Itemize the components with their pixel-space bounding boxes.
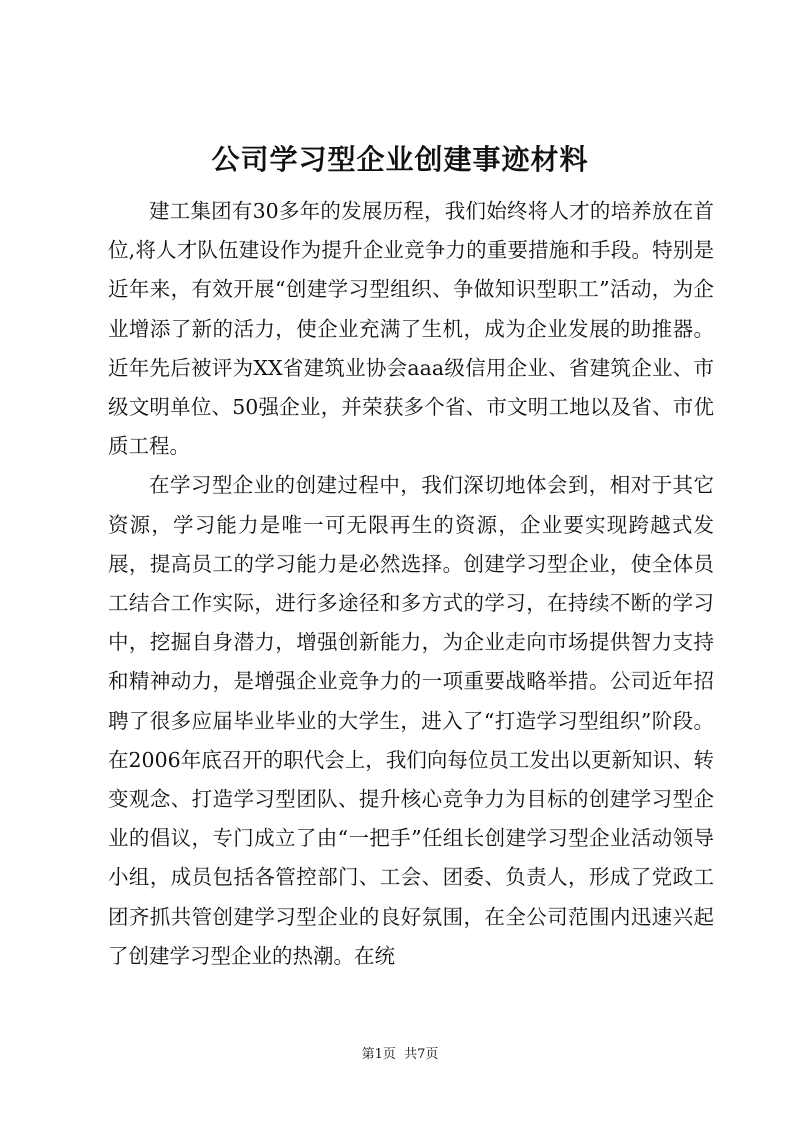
paragraph-1: 建工集团有30多年的发展历程，我们始终将人才的培养放在首位,将人才队伍建设作为提升企业竞争力的重要措施和手段。特别是近年来，有效开展“创建学习型组织、争做知识型职工”活动，为企业增添了新的活力，使企业充满了生机，成为企业发展的助推器。近年先后被评为XX省建筑业协会aaa级信用企业、省建筑企业、市级文明单位、50强企业，并荣获多个省、市文明工地以及省、市优质工程。 xyxy=(108,199,714,459)
paragraph-2: 在学习型企业的创建过程中，我们深切地体会到，相对于其它资源，学习能力是唯一可无限再生的资源，企业要实现跨越式发展，提高员工的学习能力是必然选择。创建学习型企业，使全体员工结合工作实际，进行多途径和多方式的学习，在持续不断的学习中，挖掘自身潜力，增强创新能力，为企业走向市场提供智力支持和精神动力，是增强企业竞争力的一项重要战略举措。公司近年招聘了很多应届毕业毕业的大学生，进入了“打造学习型组织”阶段。在2006年底召开的职代会上，我们向每位员工发出以更新知识、转变观念、打造学习型团队、提升核心竞争力为目标的创建学习型企业的倡议，专门成立了由“一把手”任组长创建学习型企业活动领导小组，成员包括各管控部门、工会、团委、负责人，形成了党政工团齐抓共管创建学习型企业的良好氛围，在全公司范围内迅速兴起了创建学习型企业的热潮。在统 xyxy=(108,473,714,968)
page-footer xyxy=(0,1046,800,1064)
document-body xyxy=(108,192,714,976)
document-title: 公司学习型企业创建事迹材料 xyxy=(211,143,589,176)
page-number: 第1页 xyxy=(361,1047,396,1062)
page-total: 共7页 xyxy=(404,1047,439,1062)
